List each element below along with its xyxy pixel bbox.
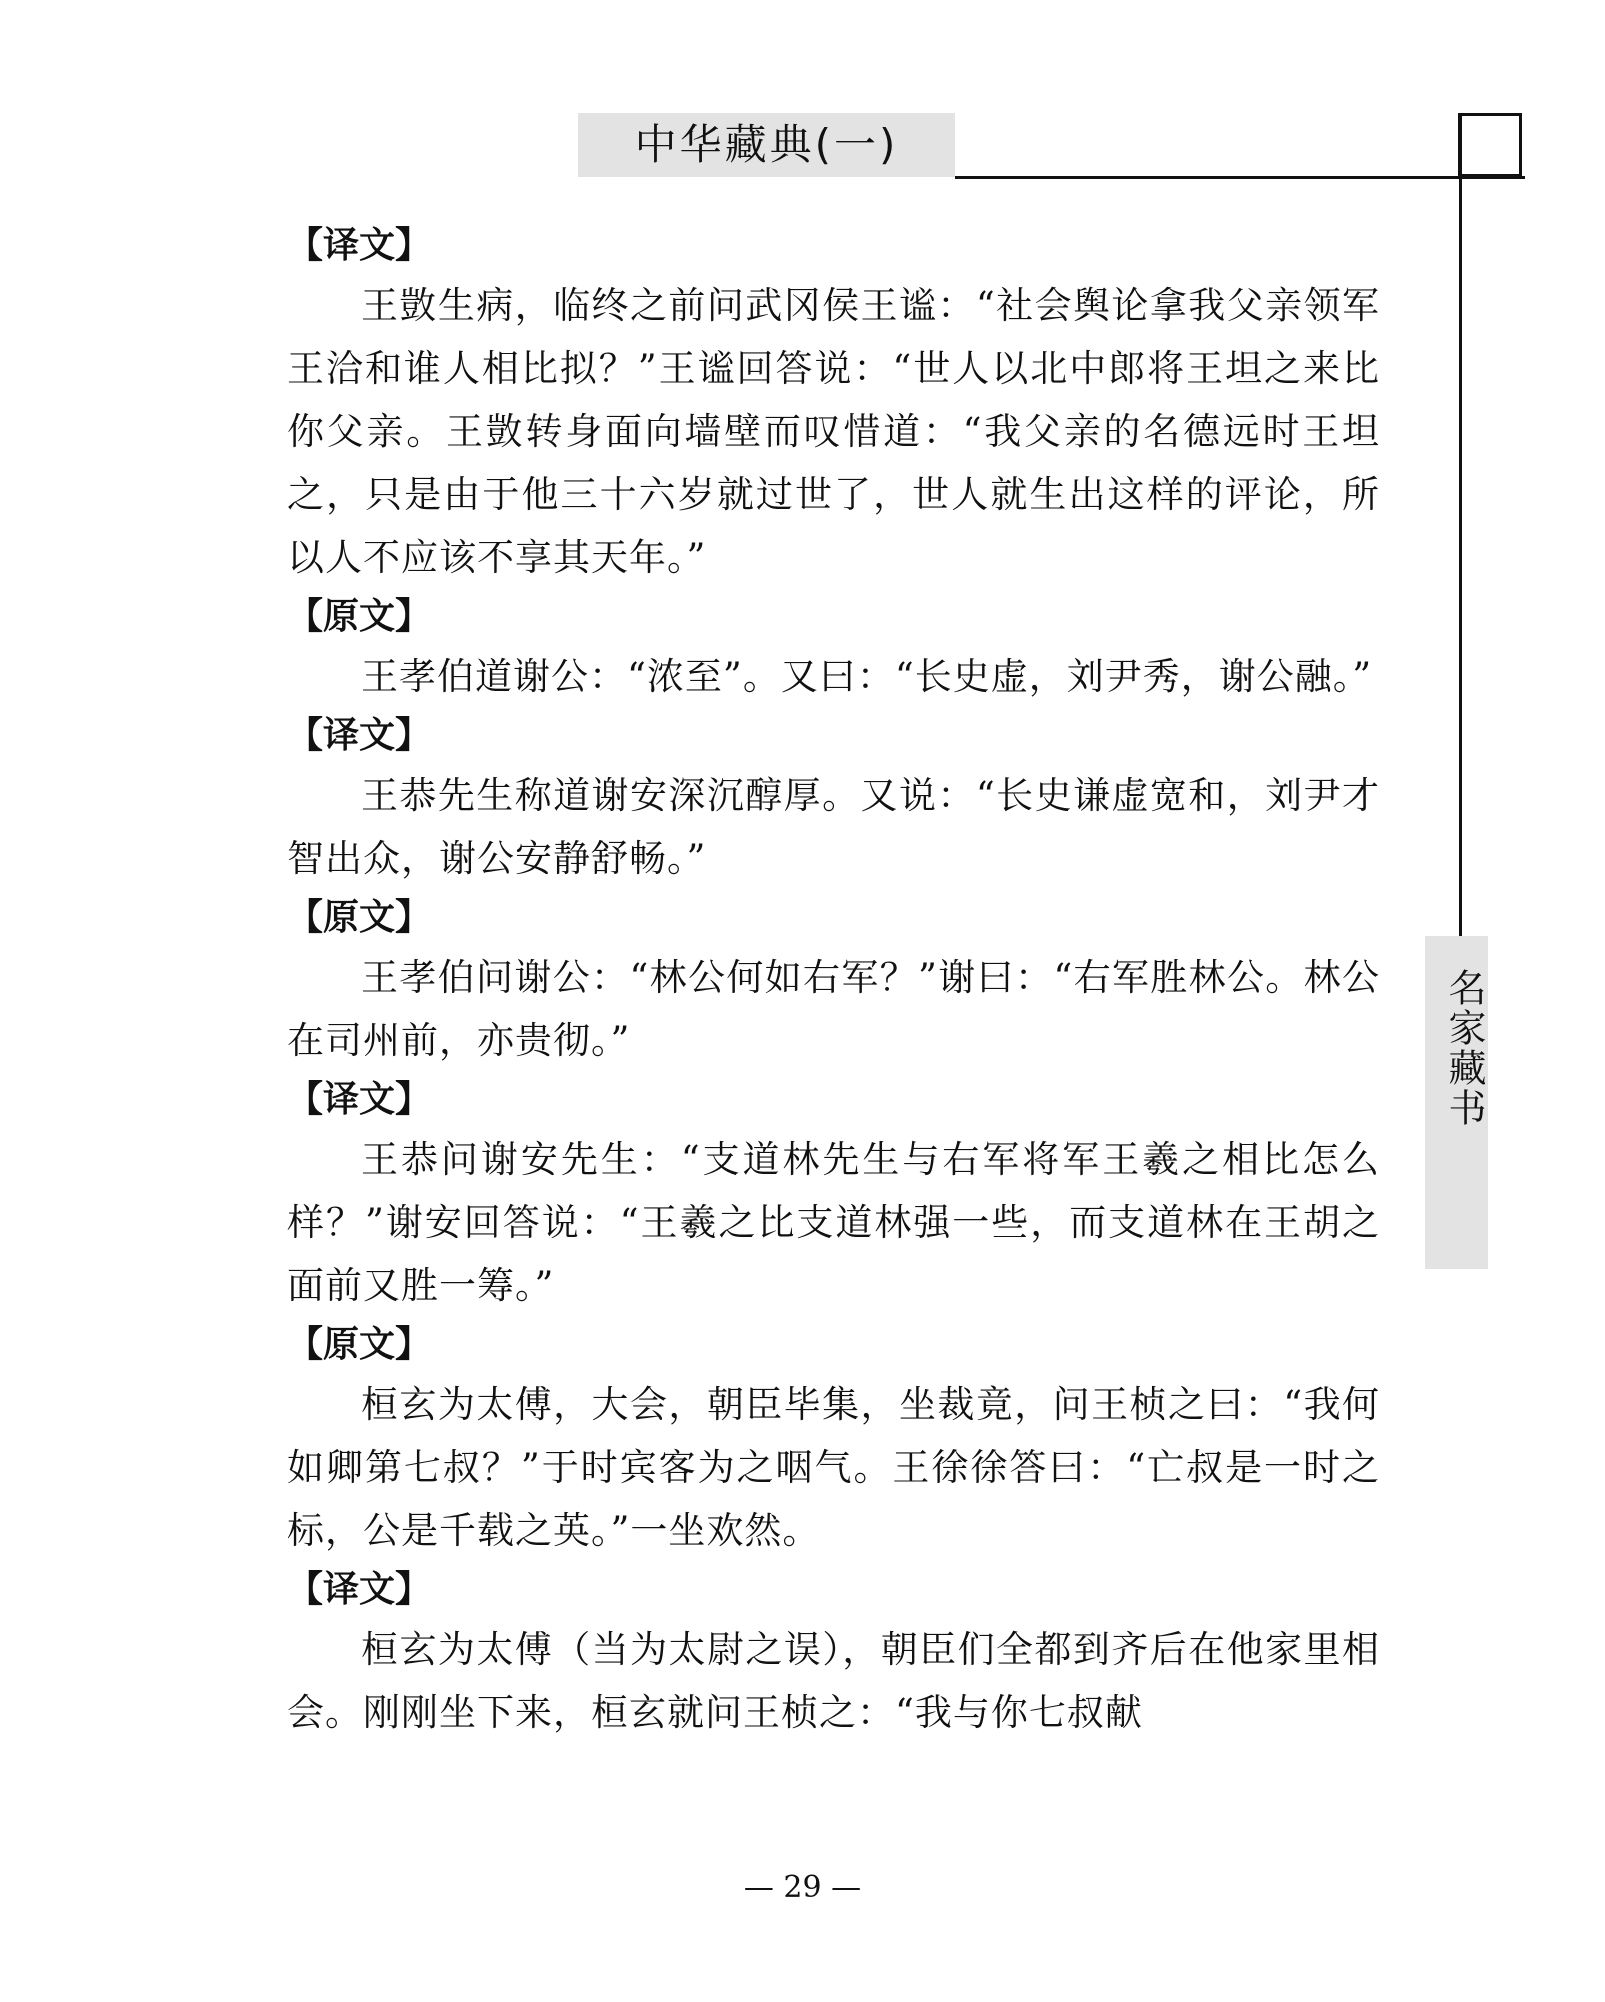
margin-rule — [1459, 113, 1462, 936]
page-body — [287, 218, 1380, 1744]
paragraph: 王孝伯道谢公：“浓至”。又曰：“长史虚，刘尹秀，谢公融。” — [361, 655, 1373, 698]
header-rule — [955, 176, 1525, 179]
section-label-translation: 【译文】 — [287, 1079, 432, 1120]
section-label-translation: 【译文】 — [287, 715, 432, 756]
paragraph: 桓玄为太傅，大会，朝臣毕集，坐裁竟，问王桢之曰：“我何如卿第七叔？”于时宾客为之咽气。王徐徐答曰：“亡叔是一时之标，公是千载之英。”一坐欢然。 — [287, 1383, 1380, 1552]
book-title: 中华藏典(一) — [634, 120, 899, 169]
section-label-translation: 【译文】 — [287, 225, 432, 266]
paragraph: 王敳生病，临终之前问武冈侯王谧：“社会舆论拿我父亲领军王洽和谁人相比拟？”王谧回答说：“世人以北中郎将王坦之来比你父亲。王敳转身面向墙壁而叹惜道：“我父亲的名德远时王坦之，只是由于他三十六岁就过世了，世人就生出这样的评论，所以人不应该不享其天年。” — [287, 284, 1380, 579]
paragraph: 王恭问谢安先生：“支道林先生与右军将军王羲之相比怎么样？”谢安回答说：“王羲之比支道林强一些，而支道林在王胡之面前又胜一筹。” — [287, 1138, 1380, 1307]
corner-box — [1458, 113, 1522, 177]
paragraph: 王孝伯问谢公：“林公何如右军？”谢曰：“右军胜林公。林公在司州前，亦贵彻。” — [287, 956, 1380, 1062]
section-label-original: 【原文】 — [287, 897, 432, 938]
side-tab — [1425, 936, 1488, 1269]
section-label-original: 【原文】 — [287, 596, 432, 637]
section-label-original: 【原文】 — [287, 1324, 432, 1365]
paragraph: 王恭先生称道谢安深沉醇厚。又说：“长史谦虚宽和，刘尹才智出众，谢公安静舒畅。” — [287, 774, 1380, 880]
running-header — [578, 113, 955, 177]
paragraph: 桓玄为太傅（当为太尉之误），朝臣们全都到齐后在他家里相会。刚刚坐下来，桓玄就问王桢之：“我与你七叔献 — [287, 1628, 1380, 1734]
page-number: — 29 — — [743, 1870, 862, 1905]
section-label-translation: 【译文】 — [287, 1569, 432, 1610]
side-tab-label: 名家藏书 — [1442, 968, 1486, 1128]
